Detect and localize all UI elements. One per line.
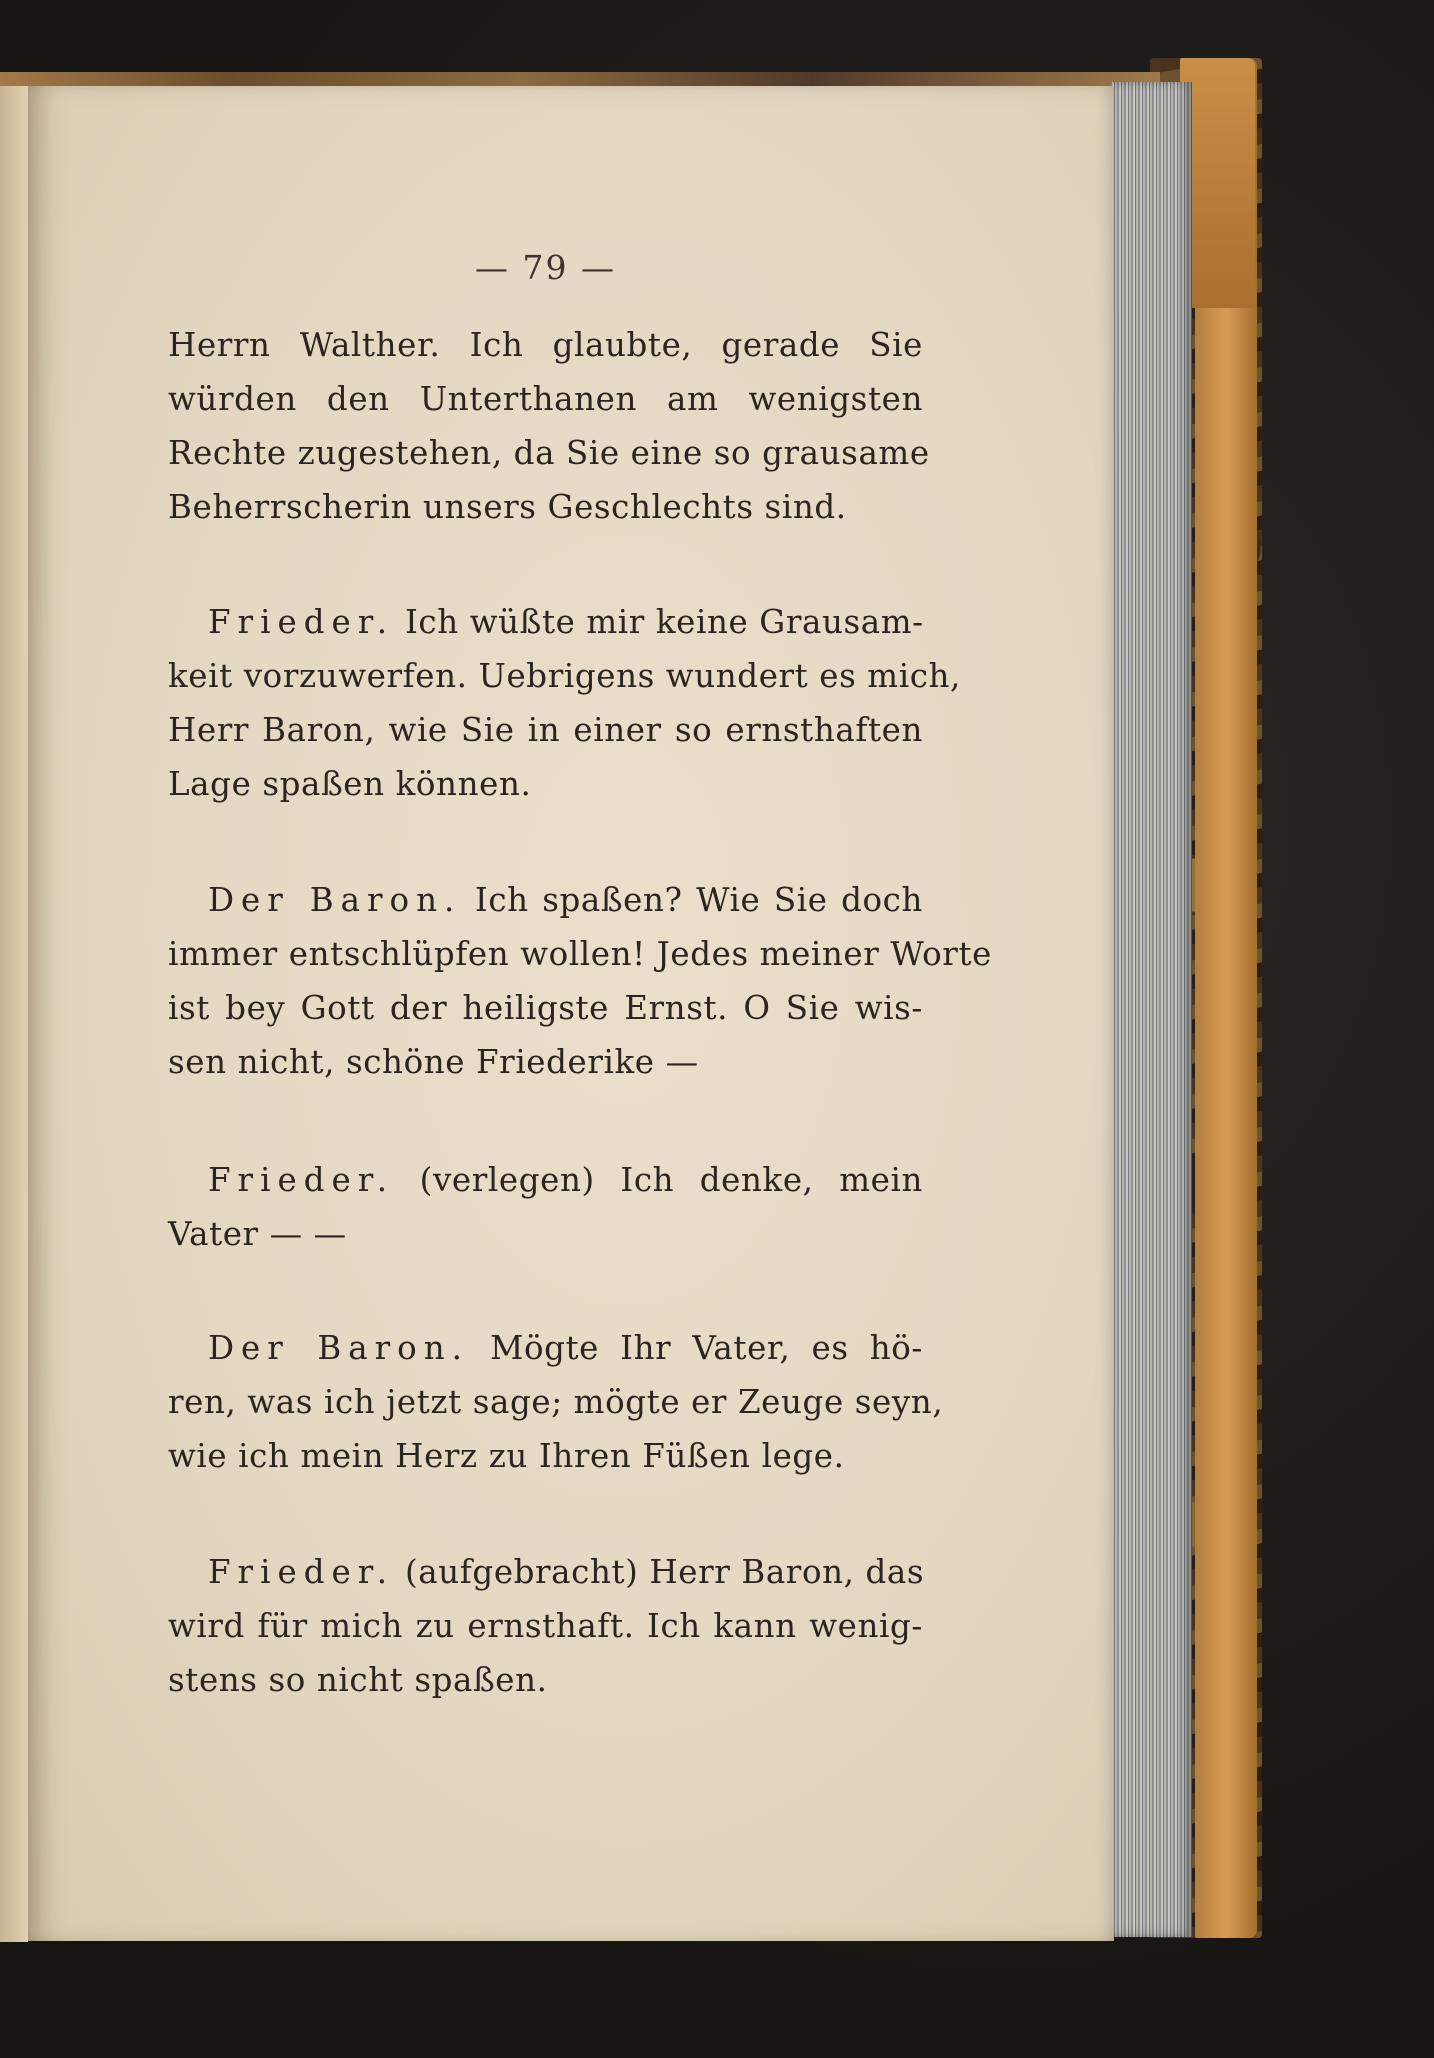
- previous-leaf: [0, 86, 28, 1942]
- paragraph-5: [168, 1321, 944, 1483]
- text-line: Herrn Walther. Ich glaubte, gerade Sie: [168, 326, 923, 364]
- speaker-name: Der Baron.: [208, 1329, 469, 1367]
- text-line: [168, 1153, 923, 1207]
- line-text: (verlegen) Ich denke, mein: [394, 1161, 923, 1199]
- text-line: würden den Unterthanen am wenigsten: [168, 380, 923, 418]
- speaker-name: Frieder.: [208, 1161, 395, 1199]
- text-line: wie ich mein Herz zu Ihren Füßen lege.: [168, 1437, 845, 1475]
- line-text: Ich spaßen? Wie Sie doch: [461, 881, 924, 919]
- text-line: [168, 1545, 923, 1599]
- text-line: [168, 873, 923, 927]
- text-line: sen nicht, schöne Friederike —: [168, 1043, 699, 1081]
- page-number: — 79 —: [475, 248, 616, 287]
- text-line: [168, 595, 923, 649]
- text-line: keit vorzuwerfen. Uebrigens wundert es mich,: [168, 657, 961, 695]
- line-text: Ich wüßte mir keine Grausam-: [394, 603, 924, 641]
- text-line: stens so nicht spaßen.: [168, 1661, 548, 1699]
- page-edges: [1110, 82, 1192, 1937]
- paragraph-2: [168, 595, 961, 811]
- text-line: [168, 1321, 923, 1375]
- text-line: Lage spaßen können.: [168, 765, 532, 803]
- speaker-name: Frieder.: [208, 603, 395, 641]
- speaker-name: Frieder.: [208, 1553, 395, 1591]
- text-line: Vater — —: [168, 1215, 347, 1253]
- book-page: [28, 86, 1114, 1941]
- paragraph-6: [168, 1545, 923, 1707]
- line-text: (aufgebracht) Herr Baron, das: [394, 1553, 925, 1591]
- line-text: Mögte Ihr Vater, es hö-: [468, 1329, 924, 1367]
- text-line: ist bey Gott der heiligste Ernst. O Sie wis-: [168, 989, 923, 1027]
- paragraph-1: [168, 318, 930, 534]
- paragraph-4: [168, 1153, 923, 1261]
- paragraph-3: [168, 873, 992, 1089]
- text-line: immer entschlüpfen wollen! Jedes meiner Worte: [168, 935, 992, 973]
- text-line: ren, was ich jetzt sage; mögte er Zeuge seyn,: [168, 1383, 944, 1421]
- text-line: Beherrscherin unsers Geschlechts sind.: [168, 488, 847, 526]
- speaker-name: Der Baron.: [208, 881, 462, 919]
- leather-spine-edge: [1195, 58, 1257, 1938]
- text-line: wird für mich zu ernsthaft. Ich kann wenig-: [168, 1607, 923, 1645]
- text-line: Rechte zugestehen, da Sie eine so grausame: [168, 434, 930, 472]
- text-line: Herr Baron, wie Sie in einer so ernsthaften: [168, 711, 923, 749]
